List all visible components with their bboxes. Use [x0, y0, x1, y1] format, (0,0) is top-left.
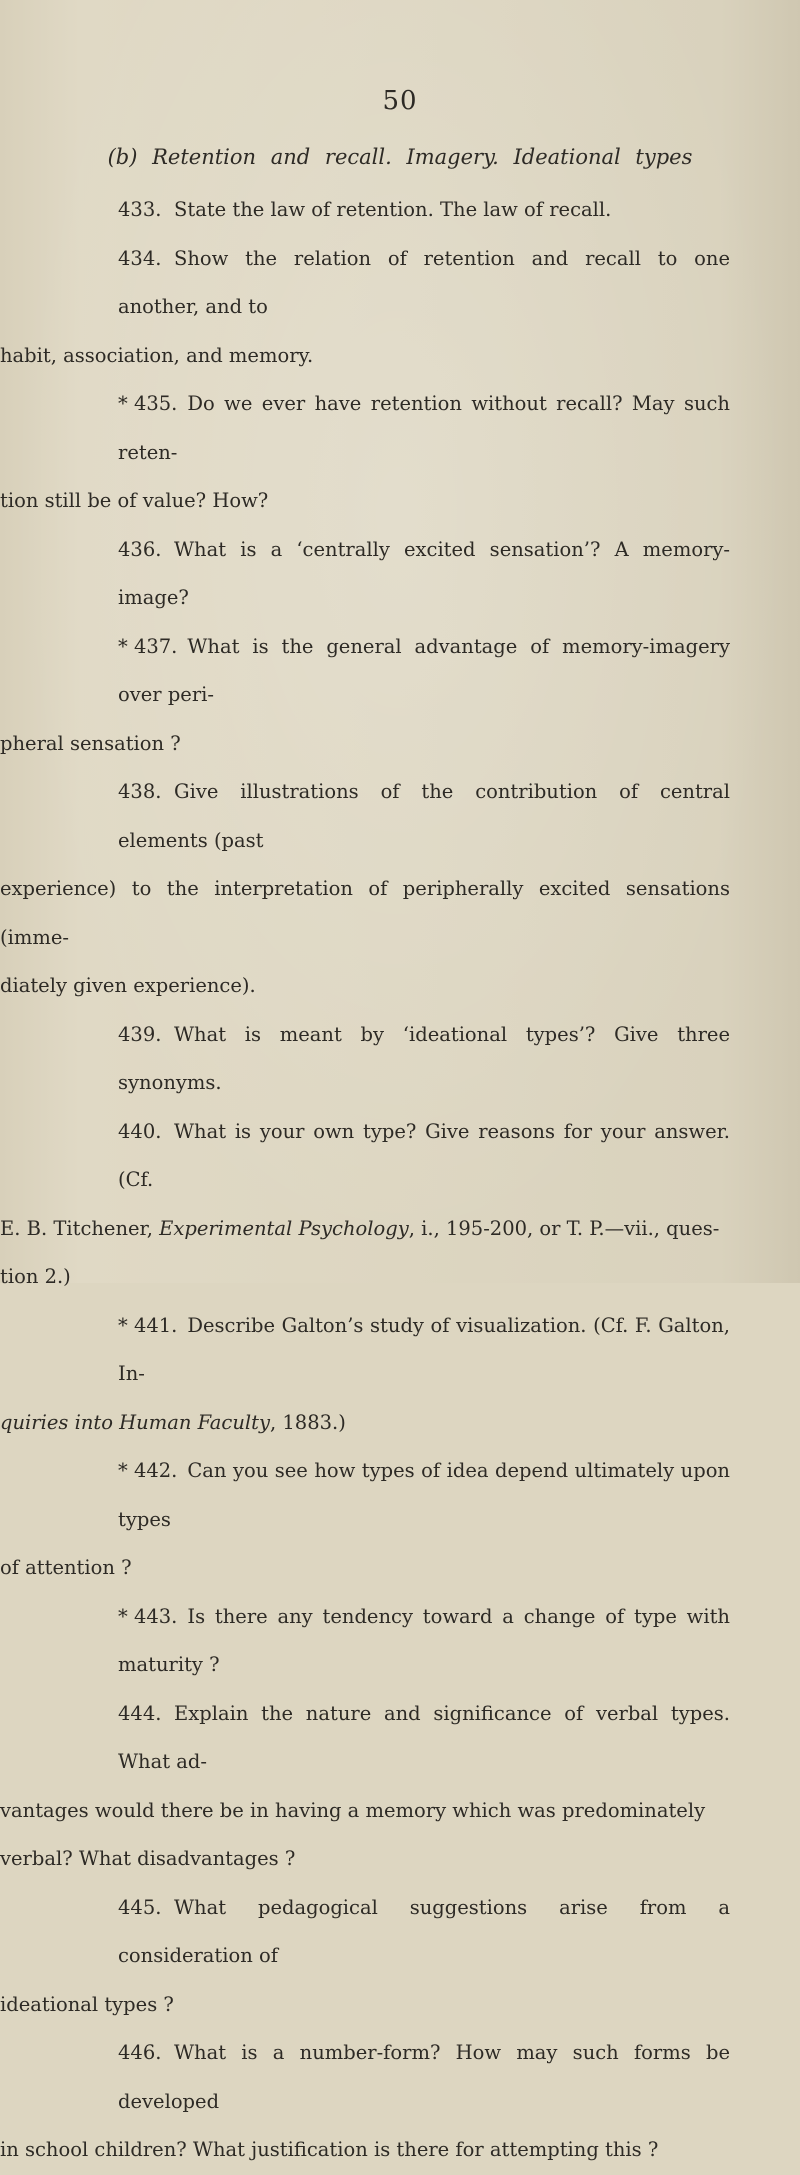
question-text: What is meant by ‘ideational types’? Give three synonyms. — [118, 1022, 730, 1094]
citation-detail: , 1883.) — [270, 1410, 346, 1434]
question-number: 433. — [118, 198, 162, 221]
citation-title: Experimental Psychology — [159, 1216, 409, 1240]
question-text-continued — [0, 1399, 730, 1448]
citation-detail: , i., 195-200, or T. P.—vii., ques- — [408, 1216, 720, 1240]
question-440 — [0, 1108, 730, 1302]
question-text-continued: experience) to the interpretation of peripherally excited sensations (imme- — [0, 877, 730, 949]
question-text-continued: pheral sensation ? — [0, 731, 181, 755]
question-text: What is your own type? Give reasons for your answer. (Cf. — [118, 1119, 730, 1191]
question-number: 436. — [118, 537, 162, 561]
question-text-continued-2: tion 2.) — [0, 1265, 71, 1288]
question-text-continued — [0, 1205, 730, 1254]
question-text: Can you see how types of idea depend ultimately upon types — [118, 1459, 730, 1531]
question-text-continued: tion still be of value? How? — [0, 489, 269, 512]
question-text: What is the general advantage of memory-imagery over peri- — [118, 634, 730, 706]
question-list — [0, 186, 730, 2175]
question-number: 440. — [118, 1119, 162, 1143]
question-text-continued: of attention ? — [0, 1556, 132, 1579]
question-text-continued: ideational types ? — [0, 1992, 174, 2016]
question-number: * 437. — [118, 634, 178, 658]
citation-title: quiries into Human Faculty — [0, 1410, 270, 1434]
question-437 — [0, 623, 730, 769]
question-text: Describe Galton’s study of visualization. (Cf. F. Galton, In- — [118, 1313, 730, 1385]
question-text: State the law of retention. The law of recall. — [174, 198, 612, 221]
question-text-continued: vantages would there be in having a memory which was predominately — [0, 1798, 706, 1822]
question-text: Do we ever have retention without recall? May such reten- — [118, 392, 730, 464]
question-number: 444. — [118, 1701, 162, 1725]
question-446 — [0, 2029, 730, 2175]
question-number: 445. — [118, 1895, 162, 1919]
question-text: Give illustrations of the contribution of central elements (past — [118, 780, 730, 852]
question-text-continued: habit, association, and memory. — [0, 343, 314, 367]
question-436 — [118, 526, 730, 623]
question-text-continued-2: verbal? What disadvantages ? — [0, 1847, 296, 1870]
question-434 — [0, 235, 730, 381]
question-number: * 442. — [118, 1459, 178, 1482]
question-number: 446. — [118, 2041, 162, 2064]
citation-author: E. B. Titchener, — [0, 1216, 160, 1240]
question-439 — [118, 1011, 730, 1108]
question-text: Show the relation of retention and recall to one another, and to — [118, 246, 730, 318]
question-text: What is a number-form? How may such forms be developed — [118, 2041, 730, 2113]
page-number: 50 — [382, 86, 418, 116]
question-438 — [0, 768, 730, 1011]
question-number: * 441. — [118, 1313, 178, 1337]
question-number: * 435. — [118, 392, 178, 415]
question-number: 434. — [118, 246, 162, 270]
question-text: What is a ‘centrally excited sensation’? A memory-image? — [118, 537, 730, 609]
question-435 — [0, 380, 730, 526]
question-number: 438. — [118, 780, 162, 803]
question-text-continued: in school children? What justification is there for attempting this ? — [0, 2138, 659, 2161]
question-441 — [0, 1302, 730, 1448]
question-445 — [0, 1884, 730, 2030]
question-443 — [118, 1593, 730, 1690]
question-text: What pedagogical suggestions arise from a consideration of — [118, 1895, 730, 1967]
question-number: 439. — [118, 1022, 162, 1046]
question-444 — [0, 1690, 730, 1884]
question-text: Explain the nature and significance of verbal types. What ad- — [118, 1701, 730, 1773]
question-text: Is there any tendency toward a change of type with maturity ? — [118, 1604, 730, 1676]
section-heading: (b) Retention and recall. Imagery. Ideational types — [107, 145, 693, 169]
question-442 — [0, 1447, 730, 1593]
question-number: * 443. — [118, 1604, 178, 1628]
question-text-continued-2: diately given experience). — [0, 974, 256, 997]
question-433 — [118, 186, 730, 235]
